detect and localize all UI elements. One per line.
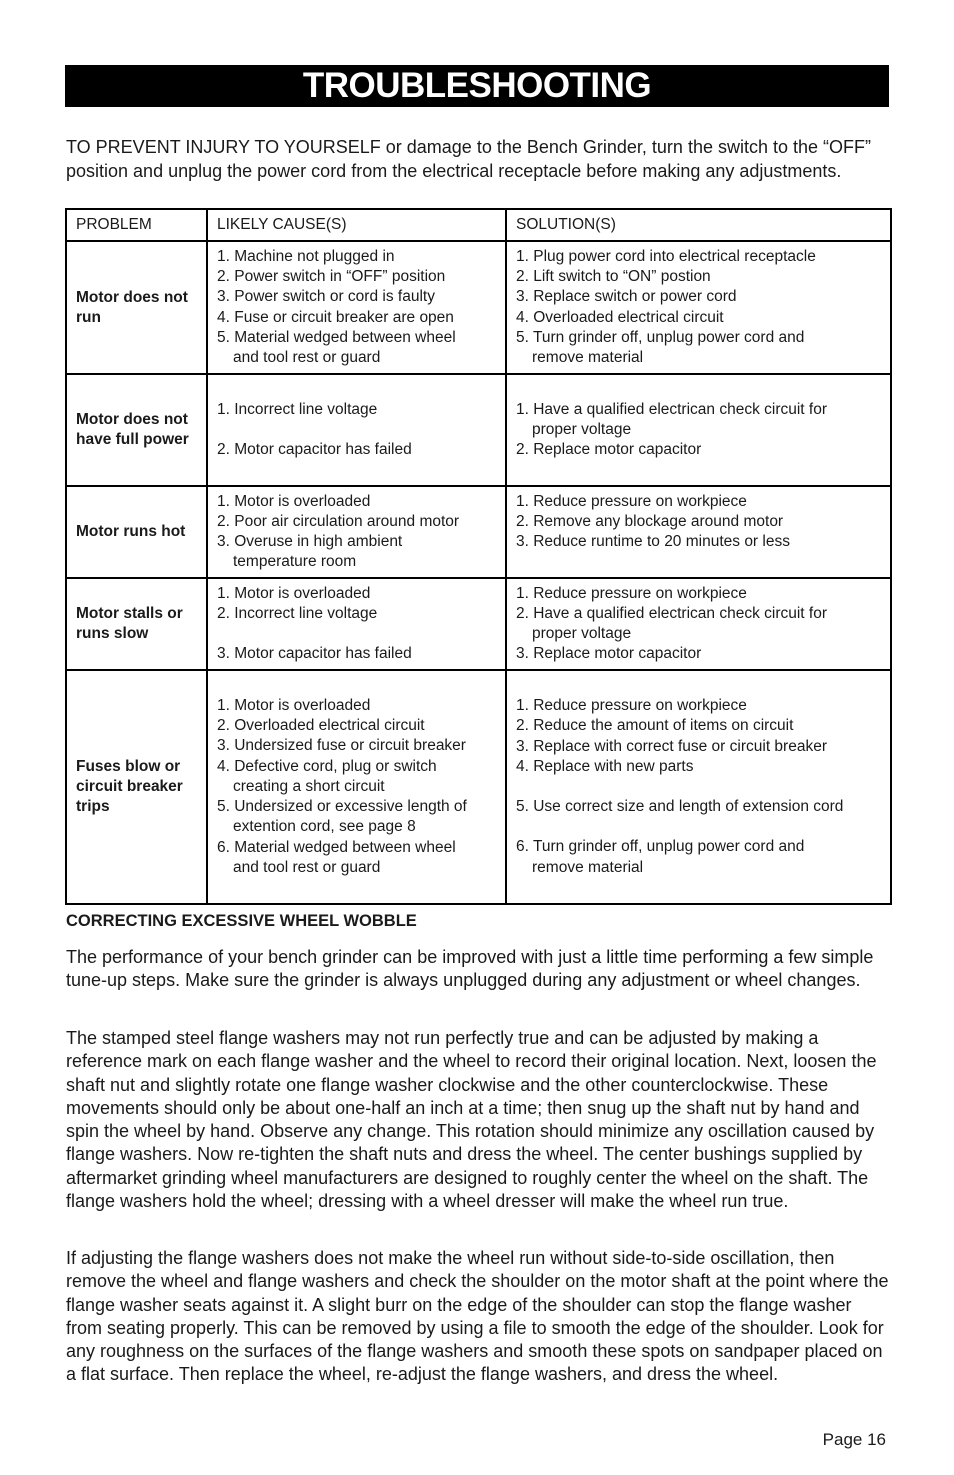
table-header-row <box>66 209 891 241</box>
cause-line: 1. Motor is overloaded <box>217 492 371 510</box>
paragraph-2: The stamped steel flange washers may not run perfectly true and can be adjusted by making a reference mark on each flange washer and the wheel to record their original location. Next, loosen the shaft nut and slightly rotate one flange washer clockwise and the other counterclockwise. These movements should only be about one-half an inch at a time; then snug up the shaft nut by hand and spin the wheel by hand. Observe any change. This rotation should minimize any oscillation caused by flange washers. Now re-tighten the shaft nuts and dress the wheel. The center bushings supplied by aftermarket grinding wheel manufacturers are designed to roughly center the wheel on the shaft. The flange washers hold the wheel; dressing with a wheel dresser will make the wheel run true. <box>66 1028 877 1212</box>
causes-cell <box>207 241 506 374</box>
cause-line: and tool rest or guard <box>233 858 381 876</box>
cause-line: 2. Power switch in “OFF” position <box>217 268 446 286</box>
cause-line <box>217 624 501 644</box>
cause-line: 3. Power switch or cord is faulty <box>217 288 435 306</box>
cause-line: 1. Motor is overloaded <box>217 584 371 602</box>
cause-line: 2. Poor air circulation around motor <box>217 512 460 530</box>
solutions-cell <box>506 374 891 486</box>
solution-line: 5. Turn grinder off, unplug power cord and <box>516 328 805 346</box>
problem-cell: Motor stalls or runs slow <box>66 578 207 670</box>
table-row <box>66 578 891 670</box>
header-causes: LIKELY CAUSE(S) <box>207 209 506 241</box>
cause-line: creating a short circuit <box>233 777 385 795</box>
solution-line: 2. Lift switch to “ON” postion <box>516 268 711 286</box>
cause-line: 5. Undersized or excessive length of <box>217 798 467 816</box>
page-title: TROUBLESHOOTING <box>302 66 652 105</box>
solution-line: 3. Replace switch or power cord <box>516 288 737 306</box>
solution-line: 1. Have a qualified electrican check circuit for <box>516 400 828 418</box>
cause-line: 4. Fuse or circuit breaker are open <box>217 308 454 326</box>
solution-line: 2. Replace motor capacitor <box>516 441 702 459</box>
safety-intro: TO PREVENT INJURY TO YOURSELF or damage to the Bench Grinder, turn the switch to the “OFF” position and unplug the power cord from the electrical receptacle before making any adjustments. <box>66 137 871 181</box>
cause-line: 2. Motor capacitor has failed <box>217 441 412 459</box>
cause-line: 1. Motor is overloaded <box>217 697 371 715</box>
cause-line: and tool rest or guard <box>233 348 381 366</box>
solution-line: 3. Replace motor capacitor <box>516 645 702 663</box>
solution-line: 1. Reduce pressure on workpiece <box>516 697 747 715</box>
solution-line: 1. Reduce pressure on workpiece <box>516 493 747 510</box>
cause-line: 2. Incorrect line voltage <box>217 604 378 622</box>
solution-line: remove material <box>532 348 644 366</box>
solution-line: 6. Turn grinder off, unplug power cord and <box>516 838 805 856</box>
title-bar <box>65 65 889 107</box>
header-solutions: SOLUTION(S) <box>506 209 891 241</box>
cause-line: 3. Overuse in high ambient <box>217 533 403 550</box>
cause-line: 1. Machine not plugged in <box>217 247 395 265</box>
solutions-cell <box>506 670 891 904</box>
cause-line: 2. Overloaded electrical circuit <box>217 717 425 735</box>
paragraph-1: The performance of your bench grinder can be improved with just a little time performing a few simple tune-up steps. Make sure the grinder is always unplugged during any adjustment or wheel changes. <box>66 947 874 991</box>
solution-line: remove material <box>532 858 644 876</box>
solutions-cell <box>506 486 891 578</box>
solution-line: 1. Reduce pressure on workpiece <box>516 584 747 602</box>
solution-line: proper voltage <box>532 420 632 438</box>
table-row <box>66 374 891 486</box>
solution-line: 2. Reduce the amount of items on circuit <box>516 717 794 735</box>
solution-line: 1. Plug power cord into electrical receptacle <box>516 247 816 265</box>
page-number: Page 16 <box>822 1430 886 1449</box>
cause-line: temperature room <box>233 553 357 571</box>
causes-cell <box>207 486 506 578</box>
solution-line: 2. Remove any blockage around motor <box>516 513 784 531</box>
table-row <box>66 241 891 374</box>
section-heading: CORRECTING EXCESSIVE WHEEL WOBBLE <box>66 912 417 930</box>
cause-line: 3. Undersized fuse or circuit breaker <box>217 737 466 755</box>
solution-line <box>516 817 886 837</box>
problem-cell: Motor runs hot <box>66 486 207 578</box>
solution-line: 4. Replace with new parts <box>516 757 694 775</box>
causes-cell <box>207 578 506 670</box>
table-row <box>66 670 891 904</box>
header-problem: PROBLEM <box>66 209 207 241</box>
cause-line: 4. Defective cord, plug or switch <box>217 757 437 775</box>
paragraph-3: If adjusting the flange washers does not make the wheel run without side-to-side oscillation, then remove the wheel and flange washers and check the shoulder on the motor shaft at the point where the flange washer seats against it. A slight burr on the edge of the shoulder can stop the flange washer from seating properly. This can be removed by using a file to smooth the edge of the shoulder. Look for any roughness on the surfaces of the flange washers and smooth these spots on sandpaper placed on a flat surface. Then replace the wheel, re-adjust the flange washers, and dress the wheel. <box>66 1248 889 1385</box>
troubleshooting-table <box>65 208 892 905</box>
solution-line: 2. Have a qualified electrican check circuit for <box>516 604 828 622</box>
solution-line: 3. Reduce runtime to 20 minutes or less <box>516 533 790 551</box>
problem-cell: Motor does not have full power <box>66 374 207 486</box>
cause-line: 5. Material wedged between wheel <box>217 328 456 346</box>
causes-cell <box>207 670 506 904</box>
problem-cell: Motor does not run <box>66 241 207 374</box>
cause-line: 1. Incorrect line voltage <box>217 400 378 418</box>
cause-line: 6. Material wedged between wheel <box>217 838 456 856</box>
cause-line: extention cord, see page 8 <box>233 818 416 836</box>
solution-line <box>516 777 886 797</box>
solution-line: 5. Use correct size and length of extension cord <box>516 798 844 816</box>
solutions-cell <box>506 578 891 670</box>
solution-line: 3. Replace with correct fuse or circuit breaker <box>516 737 827 755</box>
table-row <box>66 486 891 578</box>
causes-cell <box>207 374 506 486</box>
problem-cell: Fuses blow or circuit breaker trips <box>66 670 207 904</box>
solution-line: proper voltage <box>532 625 632 642</box>
cause-line: 3. Motor capacitor has failed <box>217 645 412 663</box>
solution-line: 4. Overloaded electrical circuit <box>516 308 724 326</box>
cause-line <box>217 420 501 440</box>
solutions-cell <box>506 241 891 374</box>
